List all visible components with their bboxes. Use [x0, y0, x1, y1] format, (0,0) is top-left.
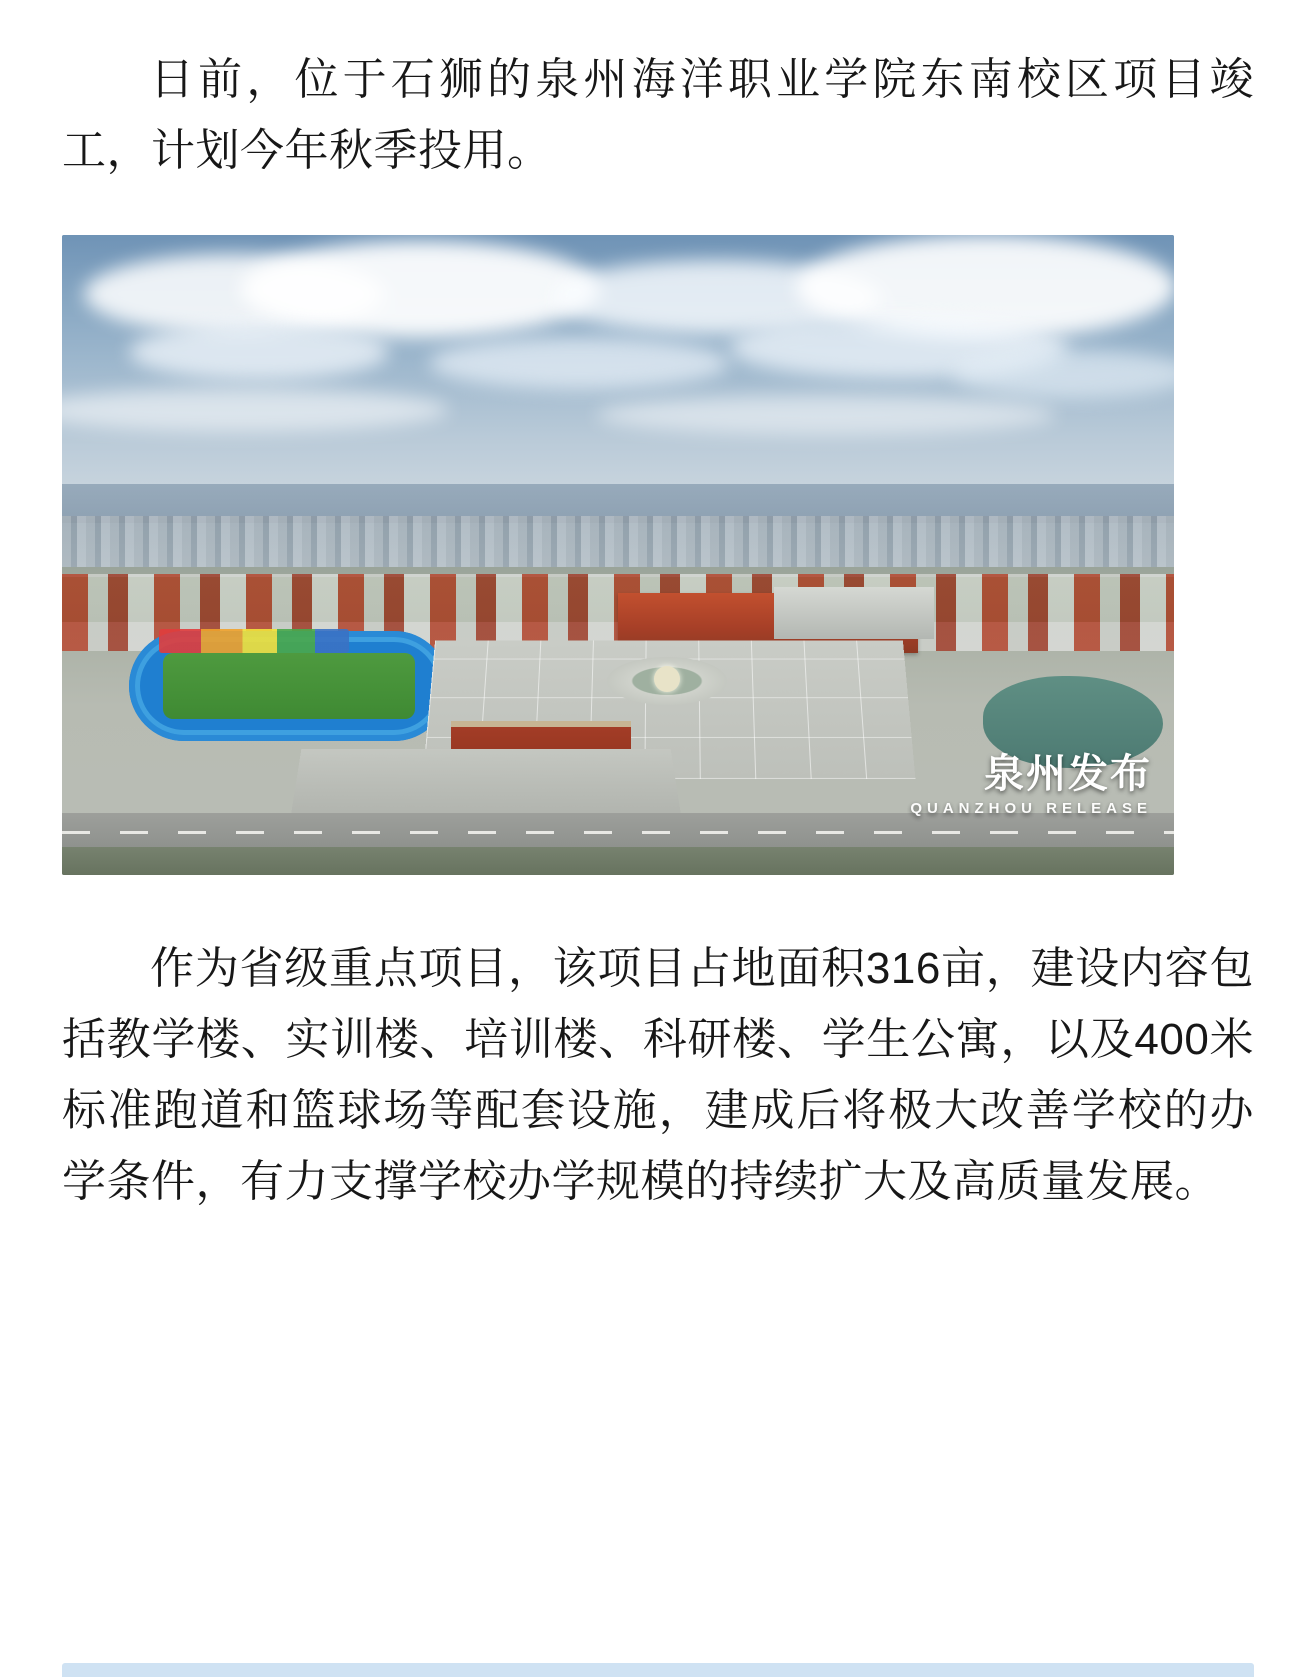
paragraph-project-details: 作为省级重点项目，该项目占地面积316亩，建设内容包括教学楼、实训楼、培训楼、科研楼、学生公寓，以及400米标准跑道和篮球场等配套设施，建成后将极大改善学校的办学条件，有力支撑学校办学规模的持续扩大及高质量发展。 — [62, 943, 1254, 1207]
footer-divider — [62, 1663, 1254, 1677]
cloud-shape — [240, 241, 600, 337]
campus-aerial-photo — [62, 235, 1174, 875]
paragraph-intro: 日前，位于石狮的泉州海洋职业学院东南校区项目竣工，计划今年秋季投用。 — [62, 55, 1254, 176]
photo-fountain-sculpture — [607, 657, 727, 705]
photo-roadside-greenery — [62, 847, 1174, 875]
photo-distant-city — [62, 516, 1174, 574]
cloud-shape — [596, 395, 1056, 435]
photo-running-track — [129, 631, 449, 741]
cloud-shape — [952, 350, 1174, 398]
photo-soccer-field — [163, 653, 415, 719]
photo-secondary-building — [774, 587, 934, 639]
cloud-shape — [129, 324, 389, 380]
watermark-main-text: 泉州发布 — [984, 751, 1152, 796]
watermark-sub-text: QUANZHOU RELEASE — [910, 799, 1152, 817]
photo-watermark — [910, 751, 1152, 817]
photo-road — [62, 813, 1174, 849]
photo-court-area — [159, 629, 349, 653]
cloud-shape — [429, 337, 729, 389]
photo-gate-plaza — [290, 749, 681, 819]
